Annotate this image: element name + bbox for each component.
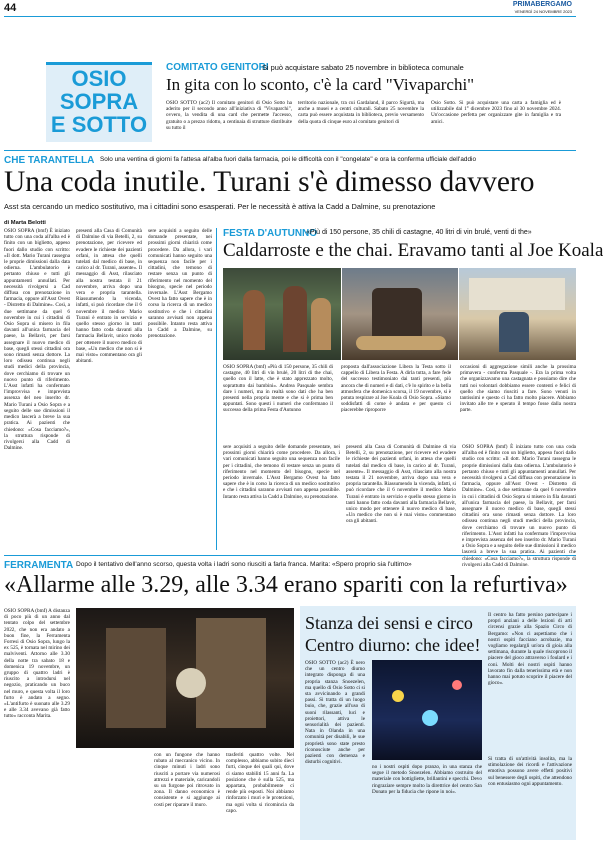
article5-title: Stanza dei sensi e circo Centro diurno: che idee! — [305, 613, 481, 655]
article2-col-1: OSIO SOPRA (bmf) È iniziato tutto con una coda all'alba ed è finito con un biglietto, appeso fuori dallo studio con scritto: «Il dott. Mario Turani rassegna le proprie dimissioni dalla data odierna. L'ambulatorio è pertanto chiuso e tutti gli appuntamenti annullati. Per necessità rivolgersi a Cad diffusa con prenotazione in farmacia, oppure all'Asst Ovest - Distretto di Dalmine». Così, a due settimane da quel 6 novembre in cui i cittadini di Osio Sopra si misero in fila davanti all'unica farmacia del paese, la Bellavit, per farsi assegnare il nuovo medico di base, quegli stessi cittadini ora sono rimasti senza dottore. La loro odissea continua negli studi medici della provincia, dove cerchiamo di trovare un nuovo punto di riferimento. L'Asst infatti ha confermato l'improvvisa e imprevista assenza del neo inserito dr. Mario Turani a Osio Sopra e a seguito delle sue dimissioni il medico lascerà a breve la sua pratica. Ai pazienti che chiedono: «Cosa facciamo?», la struttura risponde di rivolgersi alla Cadd di Dalmine. — [4, 228, 70, 452]
article2-col-3: sere acquisiti a seguito delle domande presentate, nei prossimi giorni chiarirà come procedere. Da allora, i vari comunicati hanno seguito una sequenza non facile per i cittadini, che temono di restare senza un punto di riferimento nel momento del bisogno, specie nel periodo invernale. L'Asst Bergamo Ovest ha fatto sapere che è in corso la ricerca di un medico sostitutivo e che i cittadini saranno avvisati non appena possibile. Intanto resta attiva la Cadd a Dalmine, su prenotazione. — [148, 228, 212, 340]
article5-col-2: no i nostri ospiti dopo pranzo, in una stanza che segue il metodo Snoezelen. Abbiamo costruito del materiale con bottigliette, brillantini e specchi. Devo ringraziare sempre molto la direttrice del centro San Donato per la fiducia che ripone in noi». — [372, 764, 482, 795]
article3-title: Caldarroste e the chai. Eravamo tanti al Joe Koala — [223, 240, 603, 261]
article2-kicker: CHE TARANTELLA — [4, 155, 95, 166]
photo-stand — [459, 268, 576, 360]
article1-deck: Si può acquistare sabato 25 novembre in biblioteca comunale — [262, 63, 464, 72]
section-line-1: OSIO — [71, 66, 127, 91]
article2-continued-1: sere acquisiti a seguito delle domande presentate, nei prossimi giorni chiarirà come procedere. Da allora, i vari comunicati hanno seguito una sequenza non facile per i cittadini, che temono di restare senza un punto di riferimento nel momento del bisogno, specie nel periodo invernale. L'Asst Bergamo Ovest ha fatto sapere che è in corso la ricerca di un medico sostitutivo e che i cittadini saranno avvisati non appena possibile. Intanto resta attiva la Cadd a Dalmine, su prenotazione. — [223, 444, 340, 500]
article3-col-3: occasioni di aggregazione simili anche la prossima primavera - conferma Pasquale -. Era la prima volta che organizzavamo una castagnata e possiamo dire che tutti noi volontari dobbiamo essere contenti e felici di quello che siamo riusciti a fare. Sono venuti in tantissimi e questo ci ha fatto molto piacere. Abbiamo invitato alle tre e sperato il tempo fosse dalla nostra parte. — [460, 364, 576, 414]
photo-hardware-store — [76, 608, 294, 748]
article1-col-2: territorio nazionale, tra cui Gardaland, il parco Sigurtà, ma anche a musei e a centri culturali. Sabato 25 novembre la carta può essere acquistata in biblioteca, previo versamento della quota di cinque euro al comitato genitori di — [298, 100, 424, 125]
section-line-3: E SOTTO — [50, 112, 148, 137]
article4-col-3: trasferiti quattro volte. Nel complesso, abbiamo subito dieci furti, cinque dei quali qui, dove ci siamo stabiliti 15 anni fa. La posizione che è sulla 525, ma appartata, probabilmente ci rende più esposti. Noi abbiamo rinforzato i muri e le protezioni, ma ogni volta si ricomincia da capo. — [226, 752, 294, 814]
article1-col-3: Osio Sotto. Si può acquistare una carta a famiglia ed è utilizzabile dal 1° dicembre 2023 fino al 30 novembre 2024. Un'occasione perfetta per organizzare gite in famiglia e tra amici. — [431, 100, 561, 125]
issue-date: VENERDÌ 24 NOVEMBRE 2023 — [514, 9, 572, 14]
page-number: 44 — [4, 2, 17, 14]
article2-continued-3: OSIO SOPRA (bmf) È iniziato tutto con una coda all'alba ed è finito con un biglietto, appeso fuori dallo studio con scritto: «Il dott. Mario Turani rassegna le proprie dimissioni dalla data odierna. L'ambulatorio è pertanto chiuso e tutti gli appuntamenti annullati. Per necessità rivolgersi a Cad diffusa con prenotazione in farmacia, oppure all'Asst Ovest - Distretto di Dalmine». Così, a due settimane da quel 6 novembre in cui i cittadini di Osio Sopra si misero in fila davanti all'unica farmacia del paese, la Bellavit, per farsi assegnare il nuovo medico di base, quegli stessi cittadini ora sono rimasti senza dottore. La loro odissea continua negli studi medici della provincia, dove cerchiamo di trovare un nuovo punto di riferimento. L'Asst infatti ha confermato l'improvvisa e imprevista assenza del neo inserito dr. Mario Turani a Osio Sopra e a seguito delle sue dimissioni il medico lascerà a breve la sua pratica. Ai pazienti che chiedono: «Cosa facciamo?», la struttura risponde di rivolgersi alla Cadd di Dalmine. — [462, 444, 576, 568]
article2-continued-2: presenti alla Casa di Comunità di Dalmine di via Betelli, 2, su prenotazione, per ricevere ed evadere le richieste dei pazienti orfani, in attesa che quelli tutelati dal medico di base, in carico al dr. Turani, assente». Il messaggio di Asst, rilasciato alla nostra testata il 21 novembre, arriva dopo una vera e propria tarantella. Riassumendo la vicenda, infatti, si può ricordare che il 6 novembre il medico Mario Turani è entrato in servizio e quello stesso giorno in tanti hanno fatto coda davanti alla farmacia Bellavit, unico modo per ottenere il nuovo medico di base, «Un medico che non si è mai visto» commentano ora gli abitanti. — [346, 444, 456, 525]
article3-deck: «Più di 150 persone, 35 chili di castagne, 40 litri di vin brulé, venti di the» — [306, 229, 532, 236]
column-divider — [216, 228, 217, 550]
article1-title: In gita con lo sconto, c'è la card "Vivaparchi" — [166, 75, 475, 94]
article2-title: Una coda inutile. Turani s'è dimesso davvero — [4, 166, 535, 198]
article4-col-2: con un fungone che hanno rubato al meccanico vicino. In cinque minuti i ladri sono riusciti a portare via numerosi attrezzi e materiale, caricandoli su un furgone poi ritrovato in zona. Il danno economico è consistente e si aggiunge ai costi per riparare il muro. — [154, 752, 220, 808]
section-line-2: SOPRA — [59, 89, 139, 114]
article3-col-1: OSIO SOPRA (bmf) «Più di 150 persone, 35 chili di castagne, 40 litri di vin brulé, 20 litri di the chai, quello con il latte, che è stato apprezzato molto, soprattutto dai bambini». Andrea Pasquale sembra dare i numeri, ma in realtà sono dati che ha ben presenti nella propria mente e che si è prima ben appuntati. Sono questi i numeri che confermano il successo della prima Festa d'Autunno — [223, 364, 333, 414]
article5-col-4: Si tratta di un'attività insolita, ma la stimolazione dei ricordi e l'attivazione emotiva possono avere effetti positivi sul benessere degli ospiti, che attendono con entusiasmo ogni appuntamento. — [488, 756, 572, 787]
article4-kicker: FERRAMENTA — [4, 560, 74, 571]
article2-rule — [4, 150, 576, 151]
brand-name: PRIMABERGAMO — [512, 1, 572, 8]
header-rule — [4, 16, 576, 17]
article5-col-3: Il centro ha fatto persino partecipare i propri anziani a delle lezioni di arti circensi grazie alla Spazio Circo di Bergamo: «Non ci aspettiamo che i nostri ospiti facciano acrobazie, ma vogliamo regalargli un'ora di gioia alla settimana, durante la quale riscoprono il piacere del gioco attraverso i foulard e i coni. Molti dei nostri ospiti hanno lavorato fin dalla tenerissima età e non hanno mai potuto scoprire il piacere del gioco». — [488, 612, 572, 687]
article4-deck: Dopo il tentativo dell'anno scorso, questa volta i ladri sono riusciti a farla franca. Marita: «Spero proprio sia l'ultimo» — [76, 561, 412, 568]
article2-byline: di Marta Belotti — [4, 220, 46, 226]
section-box — [46, 62, 152, 142]
article4-rule — [4, 555, 576, 556]
article4-title: «Allarme alle 3.29, alle 3.34 erano spariti con la refurtiva» — [4, 572, 568, 598]
article2-col-2: presenti alla Casa di Comunità di Dalmine di via Betelli, 2, su prenotazione, per ricevere ed evadere le richieste dei pazienti orfani, in attesa che quelli tutelati dal medico di base, in carico al dr. Turani, assente». Il messaggio di Asst, rilasciato alla nostra testata il 21 novembre, arriva dopo una vera e propria tarantella. Riassumendo la vicenda, infatti, si può ricordare che il 6 novembre il medico Mario Turani è entrato in servizio e quello stesso giorno in tanti hanno fatto coda davanti alla farmacia Bellavit, unico modo per ottenere il nuovo medico di base, «Un medico che non si è mai visto» commentano ora gli abitanti. — [76, 228, 142, 365]
article3-kicker: FESTA D'AUTUNNO — [223, 228, 318, 239]
article2-deck: Solo una ventina di giorni fa l'attesa all'alba fuori dalla farmacia, poi le difficoltà con il "congelate" e ora la conferma ufficiale dell'addio — [100, 156, 477, 163]
article1-kicker: COMITATO GENITORI — [166, 62, 269, 73]
photo-sensory-room — [372, 660, 482, 760]
article3-col-2: proposta dall'associazione Libera la Testa sotto il cappello di Libera la Festa. A dirla tutta, a fare fede del successo testimoniato dai tanti presenti, più ancora che di numeri e di dati, c'è lo spirito e la bella atmosfera che domenica scorsa, il 19 novembre, si è potuta respirare al Joe Koala di Osio Sopra. «Siamo soddisfatti di come è andata e per questo ci piacerebbe riproporre — [341, 364, 451, 414]
photo-chestnuts — [342, 268, 458, 360]
photo-volunteers — [223, 268, 341, 360]
article5-col-1: OSIO SOTTO (ac2) È nero che un centro diurno integrato disponga di una propria stanza Snoezelen, ma quello di Osio Sotto ci si sta avvicinando a grandi passi. Si tratta di un luogo buio, che, grazie all'uso di suoni rilassanti, luci e proiettori, attiva le sensorialità dei pazienti. Nata in Olanda in una comunità per disabili, le sue proprietà sono state presto riconosciute anche per pazienti con demenza e disturbi cognitivi. — [305, 660, 365, 766]
article1-col-1: OSIO SOTTO (ac2) Il comitato genitori di Osio Sotto ha aderito per il secondo anno all'iniziativa di "Vivaparchi", ovvero, la vendita di una card che permette l'accesso, gratuito o a prezzo ridotto, a centinaia di strutture distribuite su tutto il — [166, 100, 292, 131]
article2-subtitle: Asst sta cercando un medico sostitutivo, ma i cittadini sono esasperati. Per le necessità è attiva la Cadd a Dalmine, su prenotazione — [4, 202, 436, 211]
article4-col-1: OSIO SOPRA (bmf) A distanza di poco più di un anno dal tentato colpo del settembre 2022, che non era andato a buon fine, la Ferramenta Forresi di Osio Sopra, lungo la ex 525, è tornata nel mirino dei malviventi. Attorno alle 3.30 della notte tra sabato 18 e domenica 19 novembre, un gruppo di quattro ladri è riuscito a introdursi nel negozio, praticando un buco nel muro, e questa volta il loro furto è andato a segno. «L'antifurto è suonato alle 3.29 e alle 3.34 avevano già fatto tutto» racconta Marita. — [4, 608, 70, 720]
